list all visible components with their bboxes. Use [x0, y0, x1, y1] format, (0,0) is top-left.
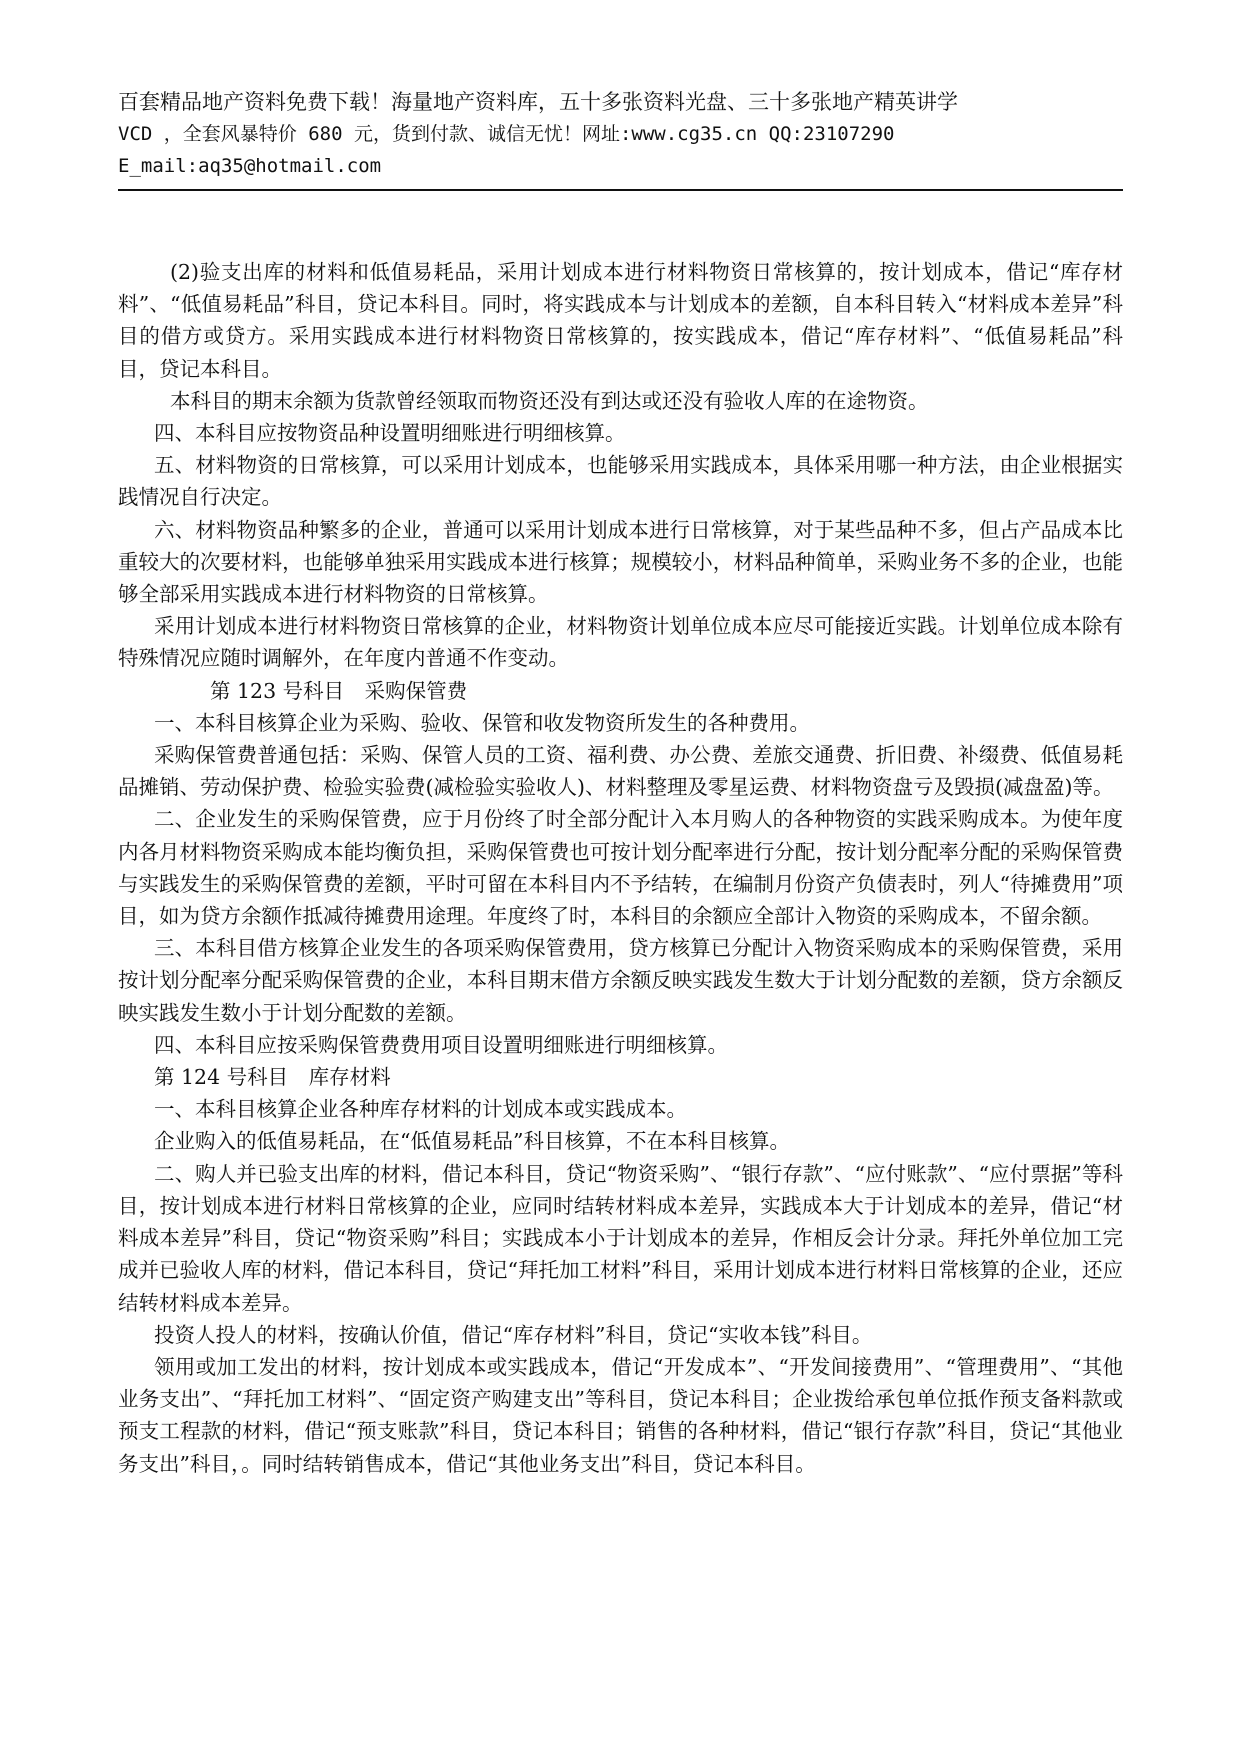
paragraph-123-item-3: 三、本科目借方核算企业发生的各项采购保管费用，贷方核算已分配计入物资采购成本的采购保管费，采用按计划分配率分配采购保管费的企业，本科目期末借方余额反映实践发生数大于计划分配数的差额，贷方余额反映实践发生数小于计划分配数的差额。: [118, 936, 1123, 1025]
paragraph-124-item-2: 二、购人并已验支出库的材料，借记本科目，贷记“物资采购”、“银行存款”、“应付账款”、“应付票据”等科目，按计划成本进行材料日常核算的企业，应同时结转材料成本差异，实践成本大于计划成本的差异，借记“材料成本差异”科目，贷记“物资采购”科目；实践成本小于计划成本的差异，作相反会计分录。拜托外单位加工完成并已验收人库的材料，借记本科目，贷记“拜托加工材料”科目，采用计划成本进行材料日常核算的企业，还应结转材料成本差异。: [118, 1161, 1123, 1315]
paragraph-item-6: 六、材料物资品种繁多的企业，普通可以采用计划成本进行日常核算，对于某些品种不多，但占产品成本比重较大的次要材料，也能够单独采用实践成本进行核算；规模较小，材料品种简单，采购业务不多的企业，也能够全部采用实践成本进行材料物资的日常核算。: [118, 517, 1123, 607]
paragraph-124-issue: 领用或加工发出的材料，按计划成本或实践成本，借记“开发成本”、“开发间接费用”、“管理费用”、“其他业务支出”、“拜托加工材料”、“固定资产购建支出”等科目，贷记本科目；企业拨给承包单位抵作预支备料款或预支工程款的材料，借记“预支账款”科目，贷记本科目；销售的各种材料，借记“银行存款”科目，贷记“其他业务支出”科目，。同时结转销售成本，借记“其他业务支出”科目，贷记本科目。: [118, 1354, 1123, 1476]
header-ad-line-2: VCD ，全套风暴特价 680 元，货到付款、诚信无忧！网址:www.cg35.cn QQ:23107290: [118, 123, 895, 145]
paragraph-123-item-1: 一、本科目核算企业为采购、验收、保管和收发物资所发生的各种费用。: [154, 710, 810, 735]
paragraph-inspection: (2)验支出库的材料和低值易耗品，采用计划成本进行材料物资日常核算的，按计划成本，借记“库存材料”、“低值易耗品”科目，贷记本科目。同时，将实践成本与计划成本的差额，自本科目转入“材料成本差异”科目的借方或贷方。采用实践成本进行材料物资日常核算的，按实践成本，借记“库存材料”、“低值易耗品”科目，贷记本科目。: [118, 260, 1123, 381]
header-email-line: E_mail:aq35@hotmail.com: [118, 155, 382, 177]
paragraph-123-item-4: 四、本科目应按采购保管费费用项目设置明细账进行明细核算。: [154, 1032, 728, 1057]
paragraph-ending-balance: 本科目的期末余额为货款曾经领取而物资还没有到达或还没有验收人库的在途物资。: [170, 388, 929, 413]
document-header: [118, 86, 1123, 182]
paragraph-123-contents: 采购保管费普通包括：采购、保管人员的工资、福利费、办公费、差旅交通费、折旧费、补缀费、低值易耗品摊销、劳动保护费、检验实验费(减检验实验收人)、材料整理及零星运费、材料物资盘亏及毁损(减盘盈)等。: [118, 743, 1123, 800]
document-body: [118, 256, 1123, 1480]
paragraph-item-5: 五、材料物资的日常核算，可以采用计划成本，也能够采用实践成本，具体采用哪一种方法，由企业根据实践情况自行决定。: [118, 453, 1123, 510]
paragraph-123-item-2: 二、企业发生的采购保管费，应于月份终了时全部分配计入本月购人的各种物资的实践采购成本。为使年度内各月材料物资采购成本能均衡负担，采购保管费也可按计划分配率进行分配，按计划分配率分配的采购保管费与实践发生的采购保管费的差额，平时可留在本科目内不予结转，在编制月份资产负债表时，列人“待摊费用”项目，如为贷方余额作抵减待摊费用途理。年度终了时，本科目的余额应全部计入物资的采购成本，不留余额。: [118, 807, 1123, 929]
paragraph-item-4: 四、本科目应按物资品种设置明细账进行明细核算。: [154, 421, 626, 446]
header-divider: [118, 189, 1123, 191]
paragraph-124-item-1: 一、本科目核算企业各种库存材料的计划成本或实践成本。: [154, 1097, 687, 1122]
header-ad-line-1: 百套精品地产资料免费下载！海量地产资料库，五十多张资料光盘、三十多张地产精英讲学: [118, 90, 958, 114]
paragraph-124-investment: 投资人投人的材料，按确认价值，借记“库存材料”科目，贷记“实收本钱”科目。: [154, 1322, 873, 1347]
section-heading-124: 第 124 号科目 库存材料: [154, 1065, 391, 1090]
paragraph-planned-cost: 采用计划成本进行材料物资日常核算的企业，材料物资计划单位成本应尽可能接近实践。计划单位成本除有特殊情况应随时调解外，在年度内普通不作变动。: [118, 614, 1123, 671]
section-heading-123: 第 123 号科目 采购保管费: [210, 678, 468, 703]
paragraph-124-low-value: 企业购入的低值易耗品，在“低值易耗品”科目核算，不在本科目核算。: [154, 1129, 790, 1154]
